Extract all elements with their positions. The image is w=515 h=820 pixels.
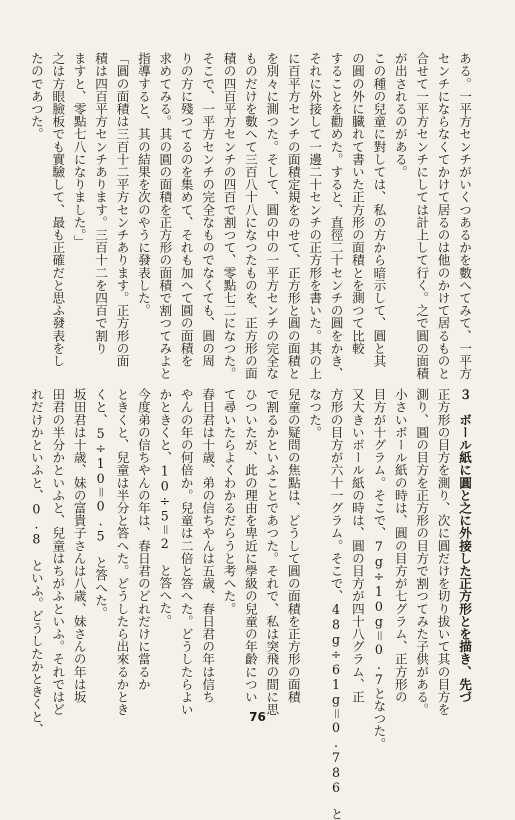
- lower-text-column: れだけかといふと、0.8 といふ。どうしたかときくと、: [28, 388, 44, 736]
- upper-text-column: この種の兒童に對しては、私の方から暗示して、圓と其: [371, 52, 387, 367]
- lower-text-column: ３ ボール紙に圓と之に外接した正方形とを描き、先づ: [457, 388, 472, 703]
- upper-text-column: 積の四百平方センチの四百で割つて、零點七二になつた。: [221, 52, 237, 380]
- upper-text-column: りの方に殘つてるのを集めて、それも加へて圓の面積を: [178, 52, 194, 367]
- lower-text-column: 目方が十グラム。そこで、7g÷10g＝0.7となつた。: [371, 388, 387, 750]
- upper-text-column: たのであつた。: [28, 52, 44, 141]
- upper-text-column: センチにならなくてかけて居るのは他のかけて居るものと: [435, 52, 451, 380]
- upper-text-column: することを勸めた。すると、直徑二十センチの圓をかき、: [328, 52, 344, 380]
- upper-text-column: 「圓の面積は三百十二平方センチあります。正方形の面: [114, 52, 130, 367]
- upper-text-column: を別々に測つた。そして、圓の中の一平方センチの完全な: [264, 52, 280, 380]
- lower-text-column: 小さいボール紙の時は、圓の目方が七グラム、正方形の: [392, 388, 408, 703]
- upper-text-column: ものだけを數へて三百八十八になつたものを、正方形の面: [242, 52, 258, 380]
- lower-text-column: 又大きいボール紙の時は、圓の目方が四十八グラム、正: [349, 388, 365, 703]
- upper-text-column: 之は方眼臉板でも實驗して、最も正確だと思ふ發表をし: [50, 52, 66, 367]
- upper-text-column: それに外接して一邊二十センチの正方形を書いた。其の上: [307, 52, 323, 380]
- upper-text-column: に百平方センチの面積定規をのせて、正方形と圓の面積と: [285, 52, 301, 380]
- lower-text-column: 坂田君は十歳、妹の富貴子さんは八歳、妹さんの年は坂: [71, 388, 87, 703]
- lower-text-column: 正方形の目方を測り、次に圓だけを切り拔いて其の目方を: [435, 388, 451, 716]
- lower-text-column: で割るかといふことであつた。それで、私は突飛の間に思: [264, 388, 280, 716]
- lower-text-column: 測り、圓の目方を正方形の目方で割つてみた子供がある。: [414, 388, 430, 716]
- upper-text-column: 積は四百平方センチあります。三百十二を四百で割り: [93, 52, 109, 355]
- upper-text-column: 求めてみる。其の圓の面積を正方形の面積で割つてみよと: [157, 52, 173, 380]
- lower-text-column: ひついたが、此の理由を卑近に學級の兒童の年齡につい: [242, 388, 258, 703]
- page-number: 76: [249, 710, 266, 724]
- upper-text-column: が出されるのがある。: [392, 52, 408, 178]
- lower-text-column: 兒童の疑問の焦點は、どうして圓の面積を正方形の面積: [285, 388, 301, 703]
- lower-text-column: 田君の半分かといふと、兒童はちがふといふ。それではど: [50, 388, 66, 716]
- lower-text-column: 今度弟の信ちやんの年は、春日君のどれだけに當るか: [135, 388, 151, 691]
- lower-text-column: 方形の目方が六十一グラム。そこで、48g÷61g＝0.786 と: [328, 388, 344, 820]
- lower-text-column: くと、5÷10＝0.5 と答へた。: [93, 388, 109, 619]
- lower-text-column: ときくと、兒童は半分と答へた。どうしたら出來るかとき: [114, 388, 130, 716]
- upper-text-column: 指導すると、其の結果を次のやうに發表した。: [135, 52, 151, 317]
- upper-text-column: そこで、一平方センチの完全なものでなくても、圓の周: [200, 52, 216, 367]
- upper-text-column: ますと、零點七八になりました。」: [71, 52, 87, 248]
- lower-text-column: やんの年の何倍か。兒童は二倍と答へた。どうしたらよい: [178, 388, 194, 716]
- upper-text-column: ある。一平方センチがいくつあるかを數へてみて、一平方: [457, 52, 472, 380]
- lower-text-column: 春日君は十歳、弟の信ちやんは五歳、春日君の年は信ち: [200, 388, 216, 703]
- upper-text-block: [25, 52, 475, 380]
- upper-text-column: 合せて一平方センチにしては計上して行く。之で圓の面積: [414, 52, 430, 380]
- lower-text-column: て尋いたらよくわかるだらうと考へた。: [221, 388, 237, 615]
- upper-text-column: の圓の外に臓れて書いた正方形の面積とを測つて比較: [349, 52, 365, 355]
- lower-text-column: なつた。: [307, 388, 323, 439]
- lower-text-column: かときくと、10÷5＝2 と答へた。: [157, 388, 173, 627]
